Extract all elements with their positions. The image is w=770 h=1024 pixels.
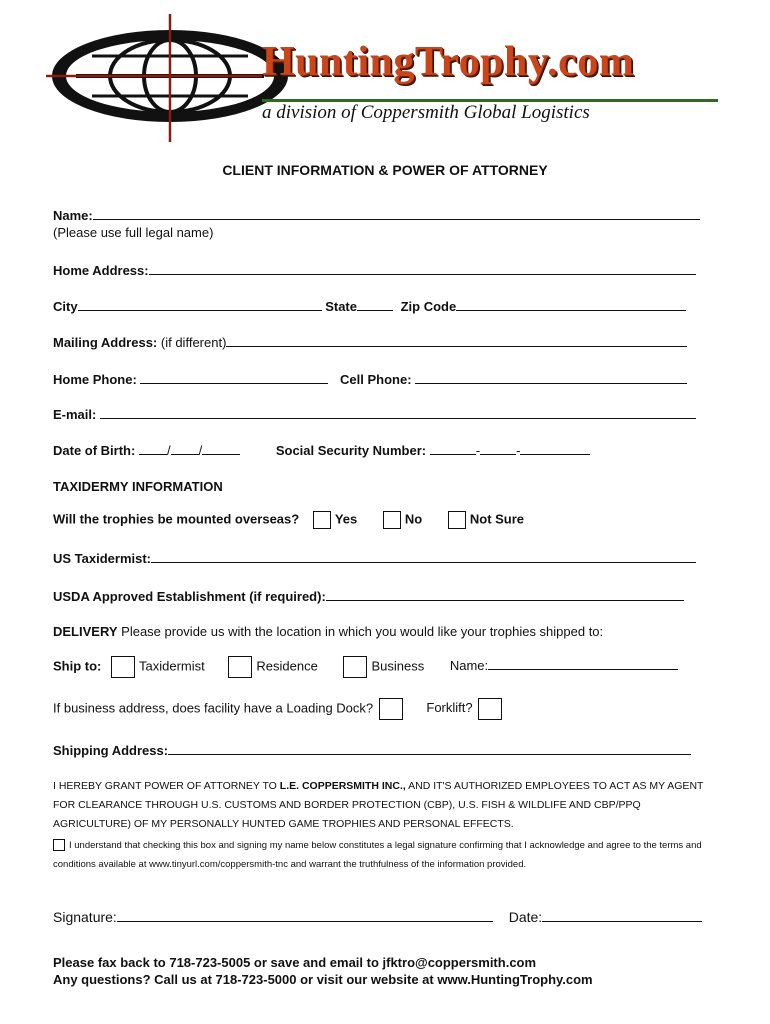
consent-block	[53, 836, 713, 874]
overseas-notsure-checkbox[interactable]	[448, 511, 466, 529]
home-phone-field[interactable]	[140, 371, 328, 384]
date-field[interactable]	[542, 908, 702, 922]
dob-year-field[interactable]	[202, 442, 240, 455]
zip-field[interactable]	[456, 298, 686, 311]
email-field[interactable]	[100, 406, 696, 419]
date-label: Date:	[508, 909, 543, 925]
ssn-dash: -	[516, 443, 521, 458]
brand-wordmark: HuntingTrophy.com	[262, 39, 635, 85]
signature-field[interactable]	[117, 908, 493, 922]
phone-row	[53, 371, 687, 387]
overseas-notsure-label: Not Sure	[469, 511, 525, 527]
footer-contact-line: Any questions? Call us at 718-723-5000 or visit our website at www.HuntingTrophy.com	[53, 972, 593, 987]
ssn-dash: -	[475, 443, 481, 458]
shipping-address-row	[53, 742, 691, 758]
us-taxidermist-field[interactable]	[151, 550, 696, 563]
poa-text-part2: AND IT'S AUTHORIZED EMPLOYEES TO ACT AS MY AGENT FOR CLEARANCE THROUGH U.S. CUSTOMS AND BORDER PROTECTION (CBP), U.S. FISH & WILDLIFE AND CBP/PPQ AGRICULTURE) OF MY PERSONALLY HUNTED GAME TROPHIES AND PERSONAL EFFECTS.	[53, 780, 704, 830]
ssn-part1-field[interactable]	[430, 442, 476, 455]
home-phone-label: Home Phone:	[53, 372, 137, 387]
forklift-checkbox[interactable]	[478, 698, 502, 720]
form-title: CLIENT INFORMATION & POWER OF ATTORNEY	[222, 162, 548, 178]
cell-phone-label: Cell Phone:	[340, 372, 412, 387]
usda-label: USDA Approved Establishment (if required):	[53, 589, 326, 604]
name-hint: (Please use full legal name)	[53, 225, 214, 240]
usda-field[interactable]	[326, 588, 684, 601]
signature-label: Signature:	[53, 909, 117, 925]
ship-business-label: Business	[371, 658, 425, 674]
city-field[interactable]	[78, 298, 322, 311]
footer-fax-line: Please fax back to 718-723-5005 or save and email to jfktro@coppersmith.com	[53, 955, 537, 970]
overseas-question: Will the trophies be mounted overseas?	[53, 511, 300, 527]
mailing-address-row	[53, 334, 687, 350]
ship-name-field[interactable]	[488, 657, 678, 670]
name-label: Name:	[53, 208, 93, 223]
dob-day-field[interactable]	[171, 442, 199, 455]
mailing-address-label: Mailing Address:	[53, 335, 158, 350]
ship-taxidermist-label: Taxidermist	[139, 658, 205, 674]
overseas-yes-label: Yes	[334, 511, 358, 527]
consent-checkbox[interactable]	[53, 839, 65, 851]
cell-phone-field[interactable]	[415, 371, 687, 384]
city-state-zip-row	[53, 298, 686, 314]
home-address-field[interactable]	[149, 262, 696, 275]
usda-row	[53, 588, 684, 604]
shipping-address-field[interactable]	[168, 742, 691, 755]
ship-to-row	[53, 656, 678, 678]
mailing-address-hint: (if different)	[160, 335, 227, 350]
dob-slash: /	[198, 443, 203, 458]
name-row	[53, 207, 700, 223]
delivery-prompt: Please provide us with the location in which you would like your trophies shipped to:	[121, 624, 604, 639]
overseas-no-label: No	[404, 511, 423, 527]
ship-to-label: Ship to:	[53, 658, 102, 674]
forklift-question: Forklift?	[426, 700, 473, 716]
delivery-row	[53, 624, 603, 639]
dob-ssn-row	[53, 442, 590, 458]
city-label: City	[53, 299, 78, 314]
overseas-no-checkbox[interactable]	[383, 511, 401, 529]
dob-label: Date of Birth:	[53, 443, 136, 458]
ssn-part2-field[interactable]	[480, 442, 516, 455]
overseas-yes-checkbox[interactable]	[313, 511, 331, 529]
power-of-attorney-text	[53, 777, 713, 834]
loading-dock-question: If business address, does facility have a Loading Dock?	[53, 700, 374, 716]
ship-name-label: Name:	[449, 658, 489, 674]
loading-dock-row	[53, 698, 506, 720]
division-tagline: a division of Coppersmith Global Logistics	[262, 102, 590, 123]
taxidermy-heading: TAXIDERMY INFORMATION	[53, 479, 223, 494]
us-taxidermist-row	[53, 550, 696, 566]
footer	[53, 954, 593, 988]
email-row	[53, 406, 696, 422]
home-address-label: Home Address:	[53, 263, 149, 278]
email-label: E-mail:	[53, 407, 97, 422]
dob-month-field[interactable]	[139, 442, 167, 455]
home-address-row	[53, 262, 696, 278]
overseas-row	[53, 511, 524, 529]
state-field[interactable]	[357, 298, 393, 311]
ship-business-checkbox[interactable]	[343, 656, 367, 678]
consent-text: I understand that checking this box and signing my name below constitutes a legal signature confirming that I acknowledge and agree to the terms and conditions available at www.tinyurl.com/coppersmith-tnc and warrant the truthfulness of the information provided.	[53, 840, 702, 870]
ssn-part3-field[interactable]	[520, 442, 590, 455]
ship-residence-checkbox[interactable]	[228, 656, 252, 678]
shipping-address-label: Shipping Address:	[53, 743, 169, 758]
zip-label: Zip Code	[400, 299, 457, 314]
delivery-heading: DELIVERY	[53, 624, 118, 639]
dob-slash: /	[166, 443, 171, 458]
name-field[interactable]	[93, 207, 700, 220]
state-label: State	[325, 299, 357, 314]
poa-text-part1: I HEREBY GRANT POWER OF ATTORNEY TO	[53, 780, 280, 792]
signature-row	[53, 908, 702, 925]
poa-company: L.E. COPPERSMITH INC.,	[279, 780, 406, 792]
us-taxidermist-label: US Taxidermist:	[53, 551, 152, 566]
ship-residence-label: Residence	[256, 658, 318, 674]
ssn-label: Social Security Number:	[275, 443, 427, 458]
mailing-address-field[interactable]	[226, 334, 687, 347]
ship-taxidermist-checkbox[interactable]	[111, 656, 135, 678]
loading-dock-checkbox[interactable]	[379, 698, 403, 720]
